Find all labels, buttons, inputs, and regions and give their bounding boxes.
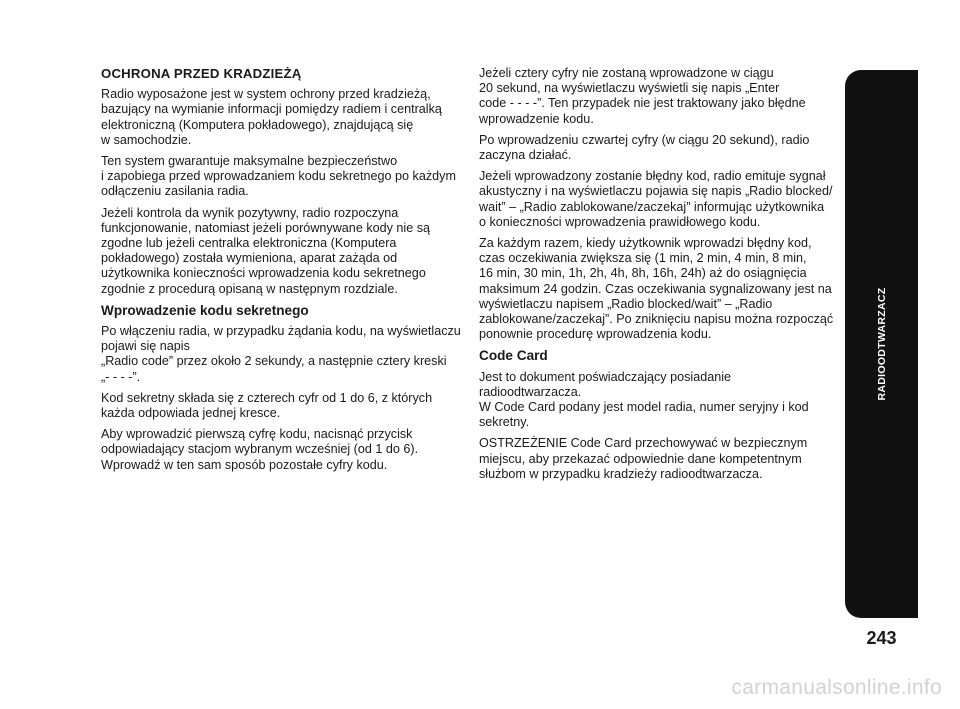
paragraph: Ten system gwarantuje maksymalne bezpieczeństwo i zapobiega przed wprowadzaniem kodu sekretnego po każdym odłączeniu zasilania radia.: [101, 154, 456, 199]
subsection-heading: Wprowadzenie kodu sekretnego: [101, 302, 309, 318]
paragraph: Jest to dokument poświadczający posiadanie radioodtwarzacza. W Code Card podany jest model radia, numer seryjny i kod sekretny.: [479, 369, 809, 430]
paragraph: Jeżeli kontrola da wynik pozytywny, radio rozpoczyna funkcjonowanie, natomiast jeżeli porównywane kody nie są zgodne lub jeżeli centralka elektroniczna (Komputera pokładowego) została wymieniona, aparat zażąda od użytkownika konieczności wprowadzenia kodu sekretnego zgodnie z procedurą opisaną w następnym rozdziale.: [101, 205, 431, 296]
subsection-heading: Code Card: [479, 348, 548, 364]
page-number: 243: [866, 628, 897, 648]
paragraph: Jeżeli cztery cyfry nie zostaną wprowadzone w ciągu 20 sekund, na wyświetlaczu wyświetli się napis „Enter code - - - -”. Ten przypadek nie jest traktowany jako błędne wprowadzenie kodu.: [479, 66, 806, 126]
right-column: [479, 66, 834, 488]
paragraph: Jeżeli wprowadzony zostanie błędny kod, radio emituje sygnał akustyczny i na wyświetlaczu pojawia się napis „Radio blocked/ wait” – „Radio zablokowane/zaczekaj” informując użytkownika o konieczności wprowadzenia prawidłowego kodu.: [479, 169, 833, 229]
paragraph: Aby wprowadzić pierwszą cyfrę kodu, nacisnąć przycisk odpowiadający stacjom wybranym wcześniej (od 1 do 6). Wprowadź w ten sam sposób pozostałe cyfry kodu.: [101, 427, 419, 472]
paragraph: Po wprowadzeniu czwartej cyfry (w ciągu 20 sekund), radio zaczyna działać.: [479, 132, 810, 163]
watermark: carmanualsonline.info: [731, 676, 942, 699]
chapter-tab: [845, 70, 918, 618]
paragraph: Radio wyposażone jest w system ochrony przed kradzieżą, bazujący na wymianie informacji pomiędzy radiem i centralką elektroniczną (Komputera pokładowego), znajdującą się w samochodzie.: [101, 87, 442, 147]
paragraph: OSTRZEŻENIE Code Card przechowywać w bezpiecznym miejscu, aby przekazać odpowiednie dane kompetentnym służbom w przypadku kradzieży radioodtwarzacza.: [479, 436, 808, 481]
left-column: [101, 66, 461, 479]
paragraph: Kod sekretny składa się z czterech cyfr od 1 do 6, z których każda odpowiada jednej kresce.: [101, 390, 433, 421]
chapter-tab-label: RADIOODTWARZACZ: [875, 287, 888, 401]
section-heading: OCHRONA PRZED KRADZIEŻĄ: [101, 66, 302, 81]
paragraph: Po włączeniu radia, w przypadku żądania kodu, na wyświetlaczu pojawi się napis „Radio code” przez około 2 sekundy, a następnie cztery kreski „- - - -”.: [101, 324, 461, 384]
paragraph: Za każdym razem, kiedy użytkownik wprowadzi błędny kod, czas oczekiwania zwiększa się (1 min, 2 min, 4 min, 8 min, 16 min, 30 min, 1h, 2h, 4h, 8h, 16h, 24h) aż do osiągnięcia maksimum 24 godzin. Czas oczekiwania sygnalizowany jest na wyświetlaczu napisem „Radio blocked/wait” – „Radio zablokowane/zaczekaj”. Po zniknięciu napisu można rozpocząć ponownie procedurę wprowadzenia kodu.: [479, 236, 834, 342]
